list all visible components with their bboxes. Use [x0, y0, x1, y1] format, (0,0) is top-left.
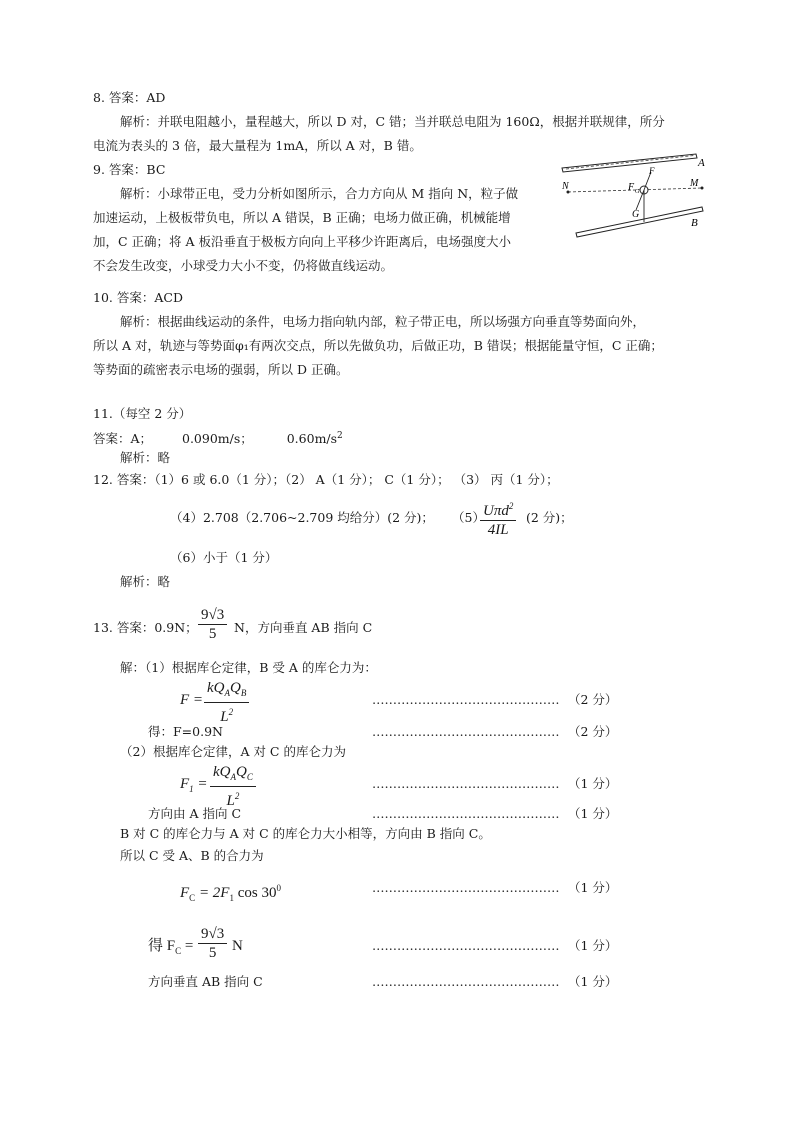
q9-analysis-line1: 解析：小球带正电，受力分析如图所示，合力方向从 M 指向 N，粒子做: [120, 186, 519, 201]
point-m: [701, 187, 704, 190]
label-fe: F: [628, 182, 635, 193]
q12-answer-line1: 12. 答案：（1）6 或 6.0（1 分）；（2） A（1 分）； C（1 分）； （3） 丙（1 分）；: [93, 472, 559, 487]
q13-eq3-score: （1 分）: [568, 880, 618, 895]
q13-get2-numerator: 9√3: [198, 926, 227, 944]
q13-answer-denominator: 5: [208, 626, 217, 642]
q13-bc-line: B 对 C 的库仑力与 A 对 C 的库仑力大小相等，方向由 B 指向 C。: [120, 826, 491, 841]
q8-answer: 8. 答案：AD: [93, 90, 166, 105]
q10-analysis-line2: 所以 A 对，轨迹与等势面φ₁有两次交点，所以先做负功，后做正功，B 错误；根据能量守恒，C 正确；: [93, 338, 663, 353]
q13-get2-score: （1 分）: [568, 938, 618, 953]
label-a: A: [698, 157, 705, 169]
q13-get1-score: （2 分）: [568, 724, 618, 739]
q12-analysis: 解析：略: [120, 574, 171, 589]
q13-dir2-score: （1 分）: [568, 974, 618, 989]
q11-title: 11.（每空 2 分）: [93, 406, 192, 421]
q13-get2-denominator: 5: [208, 945, 217, 961]
q13-answer-fraction: [198, 607, 227, 642]
q12-answer-line3: （6）小于（1 分）: [170, 550, 278, 565]
q13-eq1-lhs: F =: [180, 692, 204, 708]
q8-analysis-line2: 电流为表头的 3 倍，最大量程为 1mA，所以 A 对，B 错。: [93, 138, 422, 153]
q13-answer-a: 13. 答案：0.9N；: [93, 620, 198, 635]
q13-eq2-lhs: $F_1$ =: [180, 776, 208, 794]
q12-item-5-score: (2 分)；: [526, 510, 573, 525]
q10-analysis-line3: 等势面的疏密表示电场的强弱，所以 D 正确。: [93, 362, 349, 377]
q10-analysis-line1: 解析：根据曲线运动的条件，电场力指向轨内部，粒子带正电，所以场强方向垂直等势面向外，: [120, 314, 646, 329]
q11-value-1: 0.090m/s；: [182, 431, 253, 447]
q13-eq3: $F_C = 2F_1$ $\cos 30^0$: [180, 883, 281, 903]
label-n: N: [562, 181, 569, 192]
q11-value-2: 0.60m/s: [286, 431, 338, 447]
q11-answer-label: 答案：A；: [93, 431, 153, 447]
q9-analysis-line4: 不会发生改变，小球受力大小不变，仍将做直线运动。: [93, 258, 394, 273]
q12-formula-denominator: 4IL: [487, 522, 509, 538]
q12-item-4: （4）2.708（2.706~2.709 均给分）(2 分)；: [170, 510, 434, 525]
q13-eq2-score: （1 分）: [568, 776, 618, 791]
label-g: G: [632, 209, 640, 220]
q10-answer: 10. 答案：ACD: [93, 290, 183, 305]
q12-formula-numerator: Uπd$^2$: [480, 498, 516, 521]
q9-answer: 9. 答案：BC: [93, 162, 166, 177]
q12-formula-fraction: [480, 498, 516, 538]
q13-solution-intro: 解：（1）根据库仑定律，B 受 A 的库仑力为：: [120, 660, 377, 675]
q13-dir2-dots: ………………………………………: [372, 974, 560, 989]
plate-b: [576, 207, 703, 237]
label-f: F: [649, 166, 655, 176]
q13-get1: 得：F=0.9N: [148, 724, 223, 739]
q9-analysis-line2: 加速运动，上极板带负电，所以 A 错误，B 正确；电场力做正确，机械能增: [93, 210, 511, 225]
q11-analysis: 解析：略: [120, 450, 171, 465]
q13-dir2: 方向垂直 AB 指向 C: [148, 974, 263, 989]
q13-get2-prefix: 得 $F_C$ =: [148, 938, 194, 956]
q13-get2-dots: ………………………………………: [372, 938, 560, 953]
q13-answer-numerator: 9√3: [198, 607, 227, 625]
q13-dir1-dots: ………………………………………: [372, 806, 560, 821]
label-m: M: [690, 178, 699, 189]
q13-eq2-fraction: $kQ_AQ_C$ $L^2$: [210, 764, 256, 809]
q11-value-2-sup: 2: [337, 431, 343, 441]
q13-eq3-dots: ………………………………………: [372, 880, 560, 895]
label-fe-sub: G: [635, 189, 640, 195]
q11-answer-line: [93, 428, 343, 447]
q13-eq1-dots: ………………………………………: [372, 692, 560, 707]
q13-resultant-intro: 所以 C 受 A、B 的合力为: [120, 848, 264, 863]
q13-answer-b: N，方向垂直 AB 指向 C: [234, 620, 373, 635]
q9-force-diagram: [556, 150, 716, 242]
q13-get1-dots: ………………………………………: [372, 724, 560, 739]
q13-dir1: 方向由 A 指向 C: [148, 806, 242, 821]
q13-eq2-dots: ………………………………………: [372, 776, 560, 791]
plate-a: [562, 154, 697, 172]
q9-analysis-line3: 加，C 正确；将 A 板沿垂直于极板方向向上平移少许距离后，电场强度大小: [93, 234, 512, 249]
q13-part2: （2）根据库仑定律，A 对 C 的库仑力为: [120, 744, 346, 759]
q13-eq1-fraction: $kQ_AQ_B$ $L^2$: [204, 680, 249, 725]
q13-get2-fraction: [198, 926, 227, 961]
q12-item-5-label: （5）: [452, 510, 485, 525]
q13-eq1-score: （2 分）: [568, 692, 618, 707]
q13-get2-unit: N: [232, 938, 243, 954]
q12-answer-line2: [170, 510, 434, 526]
label-b: B: [691, 217, 698, 229]
q13-dir1-score: （1 分）: [568, 806, 618, 821]
q8-analysis-line1: 解析：并联电阻越小，量程越大，所以 D 对，C 错；当并联总电阻为 160Ω，根据并联规律，所分: [120, 114, 665, 129]
